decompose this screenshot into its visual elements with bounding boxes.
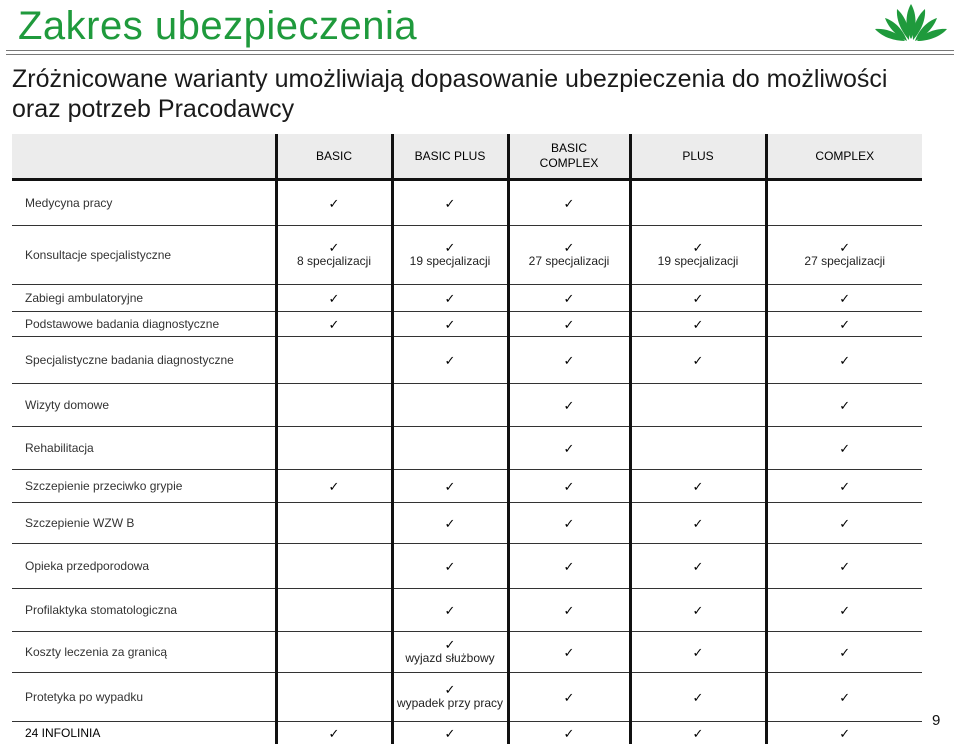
table-cell <box>392 337 508 384</box>
table-cell <box>630 312 766 337</box>
table-cell <box>392 722 508 744</box>
table-cell <box>276 384 392 427</box>
table-cell <box>766 632 922 673</box>
checkmark-icon: ✓ <box>510 646 629 659</box>
table-cell <box>630 226 766 285</box>
table-cell <box>766 470 922 503</box>
table-cell <box>630 384 766 427</box>
checkmark-icon: ✓ <box>632 604 765 617</box>
checkmark-icon: ✓ <box>768 354 923 367</box>
table-row <box>12 384 922 427</box>
table-cell <box>508 180 630 226</box>
checkmark-icon: ✓ <box>394 727 507 740</box>
table-cell <box>630 180 766 226</box>
checkmark-icon: ✓ <box>510 480 629 493</box>
table-row <box>12 589 922 632</box>
table-cell <box>276 226 392 285</box>
checkmark-icon: ✓ <box>510 560 629 573</box>
row-label: 24 INFOLINIA <box>12 722 276 744</box>
checkmark-icon: ✓ <box>632 354 765 367</box>
table-cell <box>392 673 508 722</box>
table-cell <box>766 544 922 589</box>
table-cell <box>276 589 392 632</box>
checkmark-icon: ✓ <box>632 292 765 305</box>
checkmark-icon: ✓ <box>394 560 507 573</box>
table-cell <box>630 544 766 589</box>
row-label: Wizyty domowe <box>12 384 276 427</box>
table-cell <box>630 285 766 312</box>
checkmark-icon: ✓ <box>632 727 765 740</box>
table-cell <box>392 470 508 503</box>
table-cell <box>630 673 766 722</box>
checkmark-icon: ✓ <box>510 691 629 704</box>
table-cell <box>766 722 922 744</box>
table-cell <box>766 427 922 470</box>
table-cell <box>630 589 766 632</box>
table-cell <box>276 544 392 589</box>
row-label: Protetyka po wypadku <box>12 673 276 722</box>
table-cell <box>392 226 508 285</box>
table-cell <box>276 722 392 744</box>
table-cell <box>630 470 766 503</box>
checkmark-icon: ✓ <box>768 318 923 331</box>
table-cell <box>766 180 922 226</box>
table-cell <box>630 503 766 544</box>
checkmark-icon: ✓ <box>632 318 765 331</box>
header-divider <box>6 50 954 51</box>
checkmark-icon: ✓ <box>278 197 391 210</box>
header-basic-complex: BASIC COMPLEX <box>508 134 630 180</box>
checkmark-icon: ✓ <box>394 241 507 254</box>
coverage-table <box>12 134 922 744</box>
table-cell <box>508 722 630 744</box>
table-row <box>12 226 922 285</box>
table-row <box>12 632 922 673</box>
table-row <box>12 180 922 226</box>
table-cell <box>766 589 922 632</box>
company-logo-icon <box>872 2 950 42</box>
table-cell <box>508 470 630 503</box>
row-label: Podstawowe badania diagnostyczne <box>12 312 276 337</box>
cell-note: wypadek przy pracy <box>394 696 507 711</box>
checkmark-icon: ✓ <box>632 560 765 573</box>
table-cell <box>276 503 392 544</box>
checkmark-icon: ✓ <box>394 604 507 617</box>
checkmark-icon: ✓ <box>768 646 923 659</box>
table-cell <box>276 285 392 312</box>
checkmark-icon: ✓ <box>632 241 765 254</box>
table-cell <box>630 632 766 673</box>
table-cell <box>276 427 392 470</box>
checkmark-icon: ✓ <box>768 399 923 412</box>
cell-note: 27 specjalizacji <box>768 254 923 269</box>
checkmark-icon: ✓ <box>510 292 629 305</box>
table-row <box>12 673 922 722</box>
table-cell <box>276 470 392 503</box>
table-cell <box>276 673 392 722</box>
checkmark-icon: ✓ <box>394 292 507 305</box>
table-row <box>12 337 922 384</box>
table-cell <box>392 589 508 632</box>
table-cell <box>392 180 508 226</box>
row-label: Profilaktyka stomatologiczna <box>12 589 276 632</box>
header-basic: BASIC <box>276 134 392 180</box>
table-cell <box>392 285 508 312</box>
checkmark-icon: ✓ <box>768 292 923 305</box>
table-cell <box>630 427 766 470</box>
checkmark-icon: ✓ <box>510 727 629 740</box>
checkmark-icon: ✓ <box>510 604 629 617</box>
checkmark-icon: ✓ <box>394 197 507 210</box>
checkmark-icon: ✓ <box>768 560 923 573</box>
row-label: Szczepienie przeciwko grypie <box>12 470 276 503</box>
table-cell <box>276 337 392 384</box>
checkmark-icon: ✓ <box>768 604 923 617</box>
checkmark-icon: ✓ <box>278 480 391 493</box>
checkmark-icon: ✓ <box>632 480 765 493</box>
table-cell <box>508 384 630 427</box>
table-row <box>12 503 922 544</box>
checkmark-icon: ✓ <box>278 318 391 331</box>
table-row <box>12 285 922 312</box>
cell-note: wyjazd służbowy <box>394 651 507 666</box>
checkmark-icon: ✓ <box>510 354 629 367</box>
table-cell <box>508 589 630 632</box>
table-cell <box>508 673 630 722</box>
table-cell <box>766 384 922 427</box>
table-cell <box>508 285 630 312</box>
table-row <box>12 312 922 337</box>
row-label: Rehabilitacja <box>12 427 276 470</box>
page-title: Zakres ubezpieczenia <box>18 4 417 49</box>
header-divider <box>6 54 954 55</box>
header-complex: COMPLEX <box>766 134 922 180</box>
table-cell <box>392 632 508 673</box>
checkmark-icon: ✓ <box>394 480 507 493</box>
table-cell <box>508 312 630 337</box>
checkmark-icon: ✓ <box>278 727 391 740</box>
table-cell <box>766 673 922 722</box>
cell-note: 19 specjalizacji <box>394 254 507 269</box>
row-label: Koszty leczenia za granicą <box>12 632 276 673</box>
table-cell <box>276 180 392 226</box>
table-row <box>12 544 922 589</box>
table-cell <box>766 503 922 544</box>
checkmark-icon: ✓ <box>632 691 765 704</box>
table-cell <box>392 544 508 589</box>
checkmark-icon: ✓ <box>510 399 629 412</box>
row-label: Szczepienie WZW B <box>12 503 276 544</box>
cell-note: 19 specjalizacji <box>632 254 765 269</box>
table-row <box>12 470 922 503</box>
cell-note: 27 specjalizacji <box>510 254 629 269</box>
checkmark-icon: ✓ <box>768 691 923 704</box>
page-number: 9 <box>932 712 940 729</box>
header-corner <box>12 134 276 180</box>
header-basic-plus: BASIC PLUS <box>392 134 508 180</box>
checkmark-icon: ✓ <box>278 241 391 254</box>
checkmark-icon: ✓ <box>632 517 765 530</box>
checkmark-icon: ✓ <box>632 646 765 659</box>
table-cell <box>392 384 508 427</box>
row-label: Medycyna pracy <box>12 180 276 226</box>
checkmark-icon: ✓ <box>510 318 629 331</box>
checkmark-icon: ✓ <box>510 517 629 530</box>
table-cell <box>392 503 508 544</box>
table-cell <box>766 312 922 337</box>
checkmark-icon: ✓ <box>394 683 507 696</box>
table-header-row <box>12 134 922 180</box>
table-cell <box>276 312 392 337</box>
row-label: Opieka przedporodowa <box>12 544 276 589</box>
checkmark-icon: ✓ <box>394 318 507 331</box>
checkmark-icon: ✓ <box>278 292 391 305</box>
checkmark-icon: ✓ <box>510 442 629 455</box>
table-cell <box>392 312 508 337</box>
header-plus: PLUS <box>630 134 766 180</box>
checkmark-icon: ✓ <box>394 517 507 530</box>
checkmark-icon: ✓ <box>510 197 629 210</box>
checkmark-icon: ✓ <box>510 241 629 254</box>
table-cell <box>276 632 392 673</box>
table-cell <box>508 427 630 470</box>
table-cell <box>630 722 766 744</box>
table-cell <box>508 337 630 384</box>
table-cell <box>508 632 630 673</box>
table-cell <box>508 226 630 285</box>
checkmark-icon: ✓ <box>768 480 923 493</box>
table-cell <box>766 285 922 312</box>
table-cell <box>508 503 630 544</box>
table-row <box>12 722 922 744</box>
checkmark-icon: ✓ <box>768 727 923 740</box>
table-cell <box>392 427 508 470</box>
table-cell <box>766 226 922 285</box>
checkmark-icon: ✓ <box>768 517 923 530</box>
checkmark-icon: ✓ <box>394 354 507 367</box>
checkmark-icon: ✓ <box>394 638 507 651</box>
checkmark-icon: ✓ <box>768 442 923 455</box>
table-cell <box>630 337 766 384</box>
row-label: Zabiegi ambulatoryjne <box>12 285 276 312</box>
table-cell <box>508 544 630 589</box>
cell-note: 8 specjalizacji <box>278 254 391 269</box>
table-cell <box>766 337 922 384</box>
page-subtitle: Zróżnicowane warianty umożliwiają dopasowanie ubezpieczenia do możliwości oraz potrzeb Pracodawcy <box>12 64 942 124</box>
checkmark-icon: ✓ <box>768 241 923 254</box>
row-label: Konsultacje specjalistyczne <box>12 226 276 285</box>
table-row <box>12 427 922 470</box>
row-label: Specjalistyczne badania diagnostyczne <box>12 337 276 384</box>
